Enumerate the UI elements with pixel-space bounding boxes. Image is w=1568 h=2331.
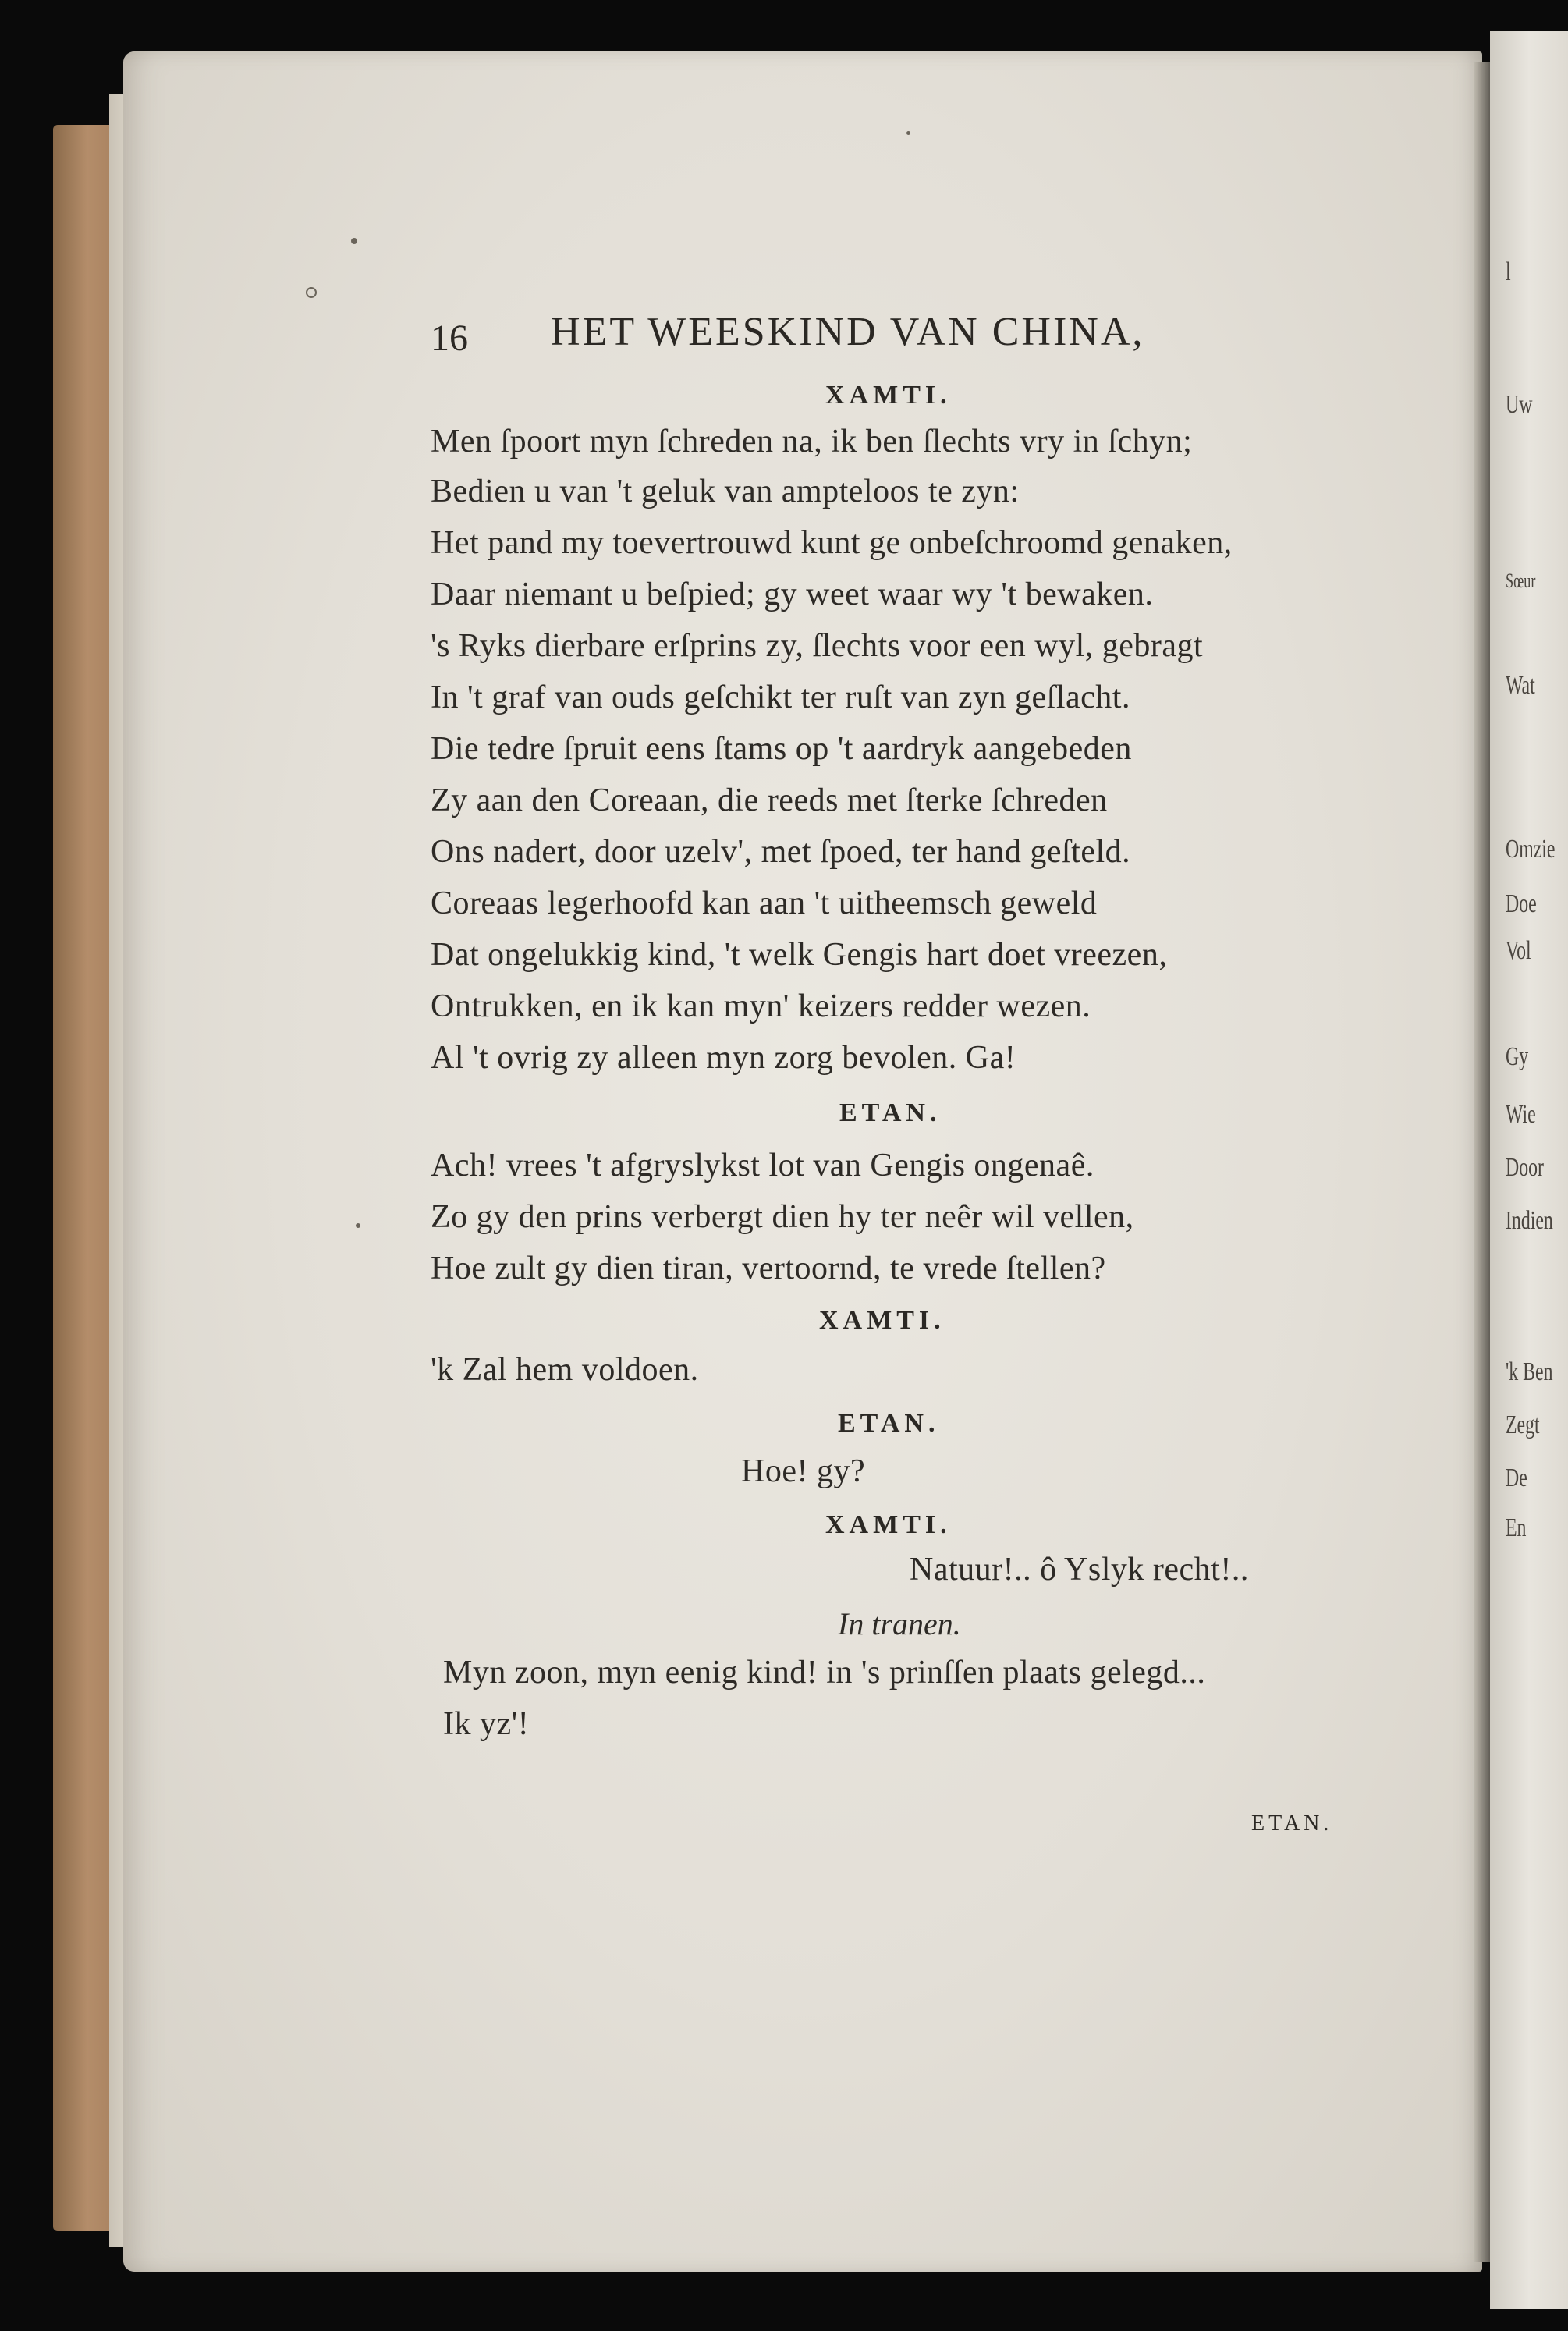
facing-fragment: Indien [1506, 1206, 1553, 1235]
verse-line: Dat ongelukkig kind, 't welk Gengis hart doet vreezen, [431, 937, 1168, 973]
verse-line: Die tedre ſpruit eens ſtams op 't aardryk aangebeden [431, 731, 1132, 767]
verse-line: Daar niemant u beſpied; gy weet waar wy 't bewaken. [431, 577, 1154, 612]
speaker-label: XAMTI. [825, 381, 952, 410]
facing-fragment: Gy [1506, 1042, 1529, 1071]
facing-fragment: Zegt [1506, 1410, 1540, 1439]
verse-line: In 't graf van ouds geſchikt ter ruſt van zyn geſlacht. [431, 679, 1130, 715]
verse-line: 's Ryks dierbare erſprins zy, ſlechts voor een wyl, gebragt [431, 628, 1204, 664]
verse-line: Ik yz'! [443, 1706, 530, 1742]
speaker-label: ETAN. [839, 1098, 942, 1127]
verse-line: Zy aan den Coreaan, die reeds met ſterke ſchreden [431, 782, 1108, 818]
verse-line: Ontrukken, en ik kan myn' keizers redder wezen. [431, 988, 1091, 1024]
verse-line: Hoe zult gy dien tiran, vertoornd, te vrede ſtellen? [431, 1251, 1106, 1286]
facing-fragment: Wie [1506, 1100, 1536, 1129]
running-title: HET WEESKIND VAN CHINA, [551, 310, 1145, 354]
speaker-label: ETAN. [838, 1409, 940, 1438]
facing-fragment: Omzie [1506, 835, 1556, 864]
speaker-label: XAMTI. [819, 1306, 945, 1335]
verse-line: 'k Zal hem voldoen. [431, 1352, 699, 1388]
verse-line: Ach! vrees 't afgryslykst lot van Gengis ongenaê. [431, 1148, 1094, 1183]
verse-line: Al 't ovrig zy alleen myn zorg bevolen. Ga! [431, 1040, 1016, 1076]
facing-fragment: Vol [1506, 936, 1531, 965]
facing-fragment: De [1506, 1464, 1527, 1492]
verse-line: Natuur!.. ô Yslyk recht!.. [910, 1552, 1249, 1588]
verse-line: Myn zoon, myn eenig kind! in 's prinſſen plaats gelegd... [443, 1655, 1206, 1691]
facing-fragment: Doe [1506, 889, 1537, 918]
verse-line: Men ſpoort myn ſchreden na, ik ben ſlechts vry in ſchyn; [431, 424, 1193, 459]
verse-line: Hoe! gy? [741, 1453, 866, 1489]
facing-fragment: Door [1506, 1153, 1544, 1182]
speaker-label: XAMTI. [825, 1510, 952, 1539]
verse-line: Ons nadert, door uzelv', met ſpoed, ter hand geſteld. [431, 834, 1131, 870]
page-speck [351, 238, 357, 244]
page-speck [356, 1223, 360, 1228]
page-number: 16 [431, 318, 468, 359]
verse-line: Het pand my toevertrouwd kunt ge onbeſchroomd genaken, [431, 525, 1233, 561]
facing-fragment: Wat [1506, 671, 1535, 700]
catchword: ETAN. [1251, 1811, 1333, 1836]
verse-line: Bedien u van 't geluk van ampteloos te zyn: [431, 474, 1020, 509]
verse-line: Zo gy den prins verbergt dien hy ter neêr wil vellen, [431, 1199, 1134, 1235]
page-speck [906, 131, 910, 135]
facing-fragment: En [1506, 1513, 1527, 1542]
facing-fragment: l [1506, 257, 1511, 286]
stage-direction: In tranen. [838, 1606, 961, 1641]
facing-fragment: 'k Ben [1506, 1357, 1553, 1386]
facing-fragment: Sœur [1506, 569, 1536, 592]
verse-line: Coreaas legerhoofd kan aan 't uitheemsch geweld [431, 885, 1098, 921]
page-speck [306, 287, 317, 298]
facing-fragment: Uw [1506, 390, 1533, 419]
